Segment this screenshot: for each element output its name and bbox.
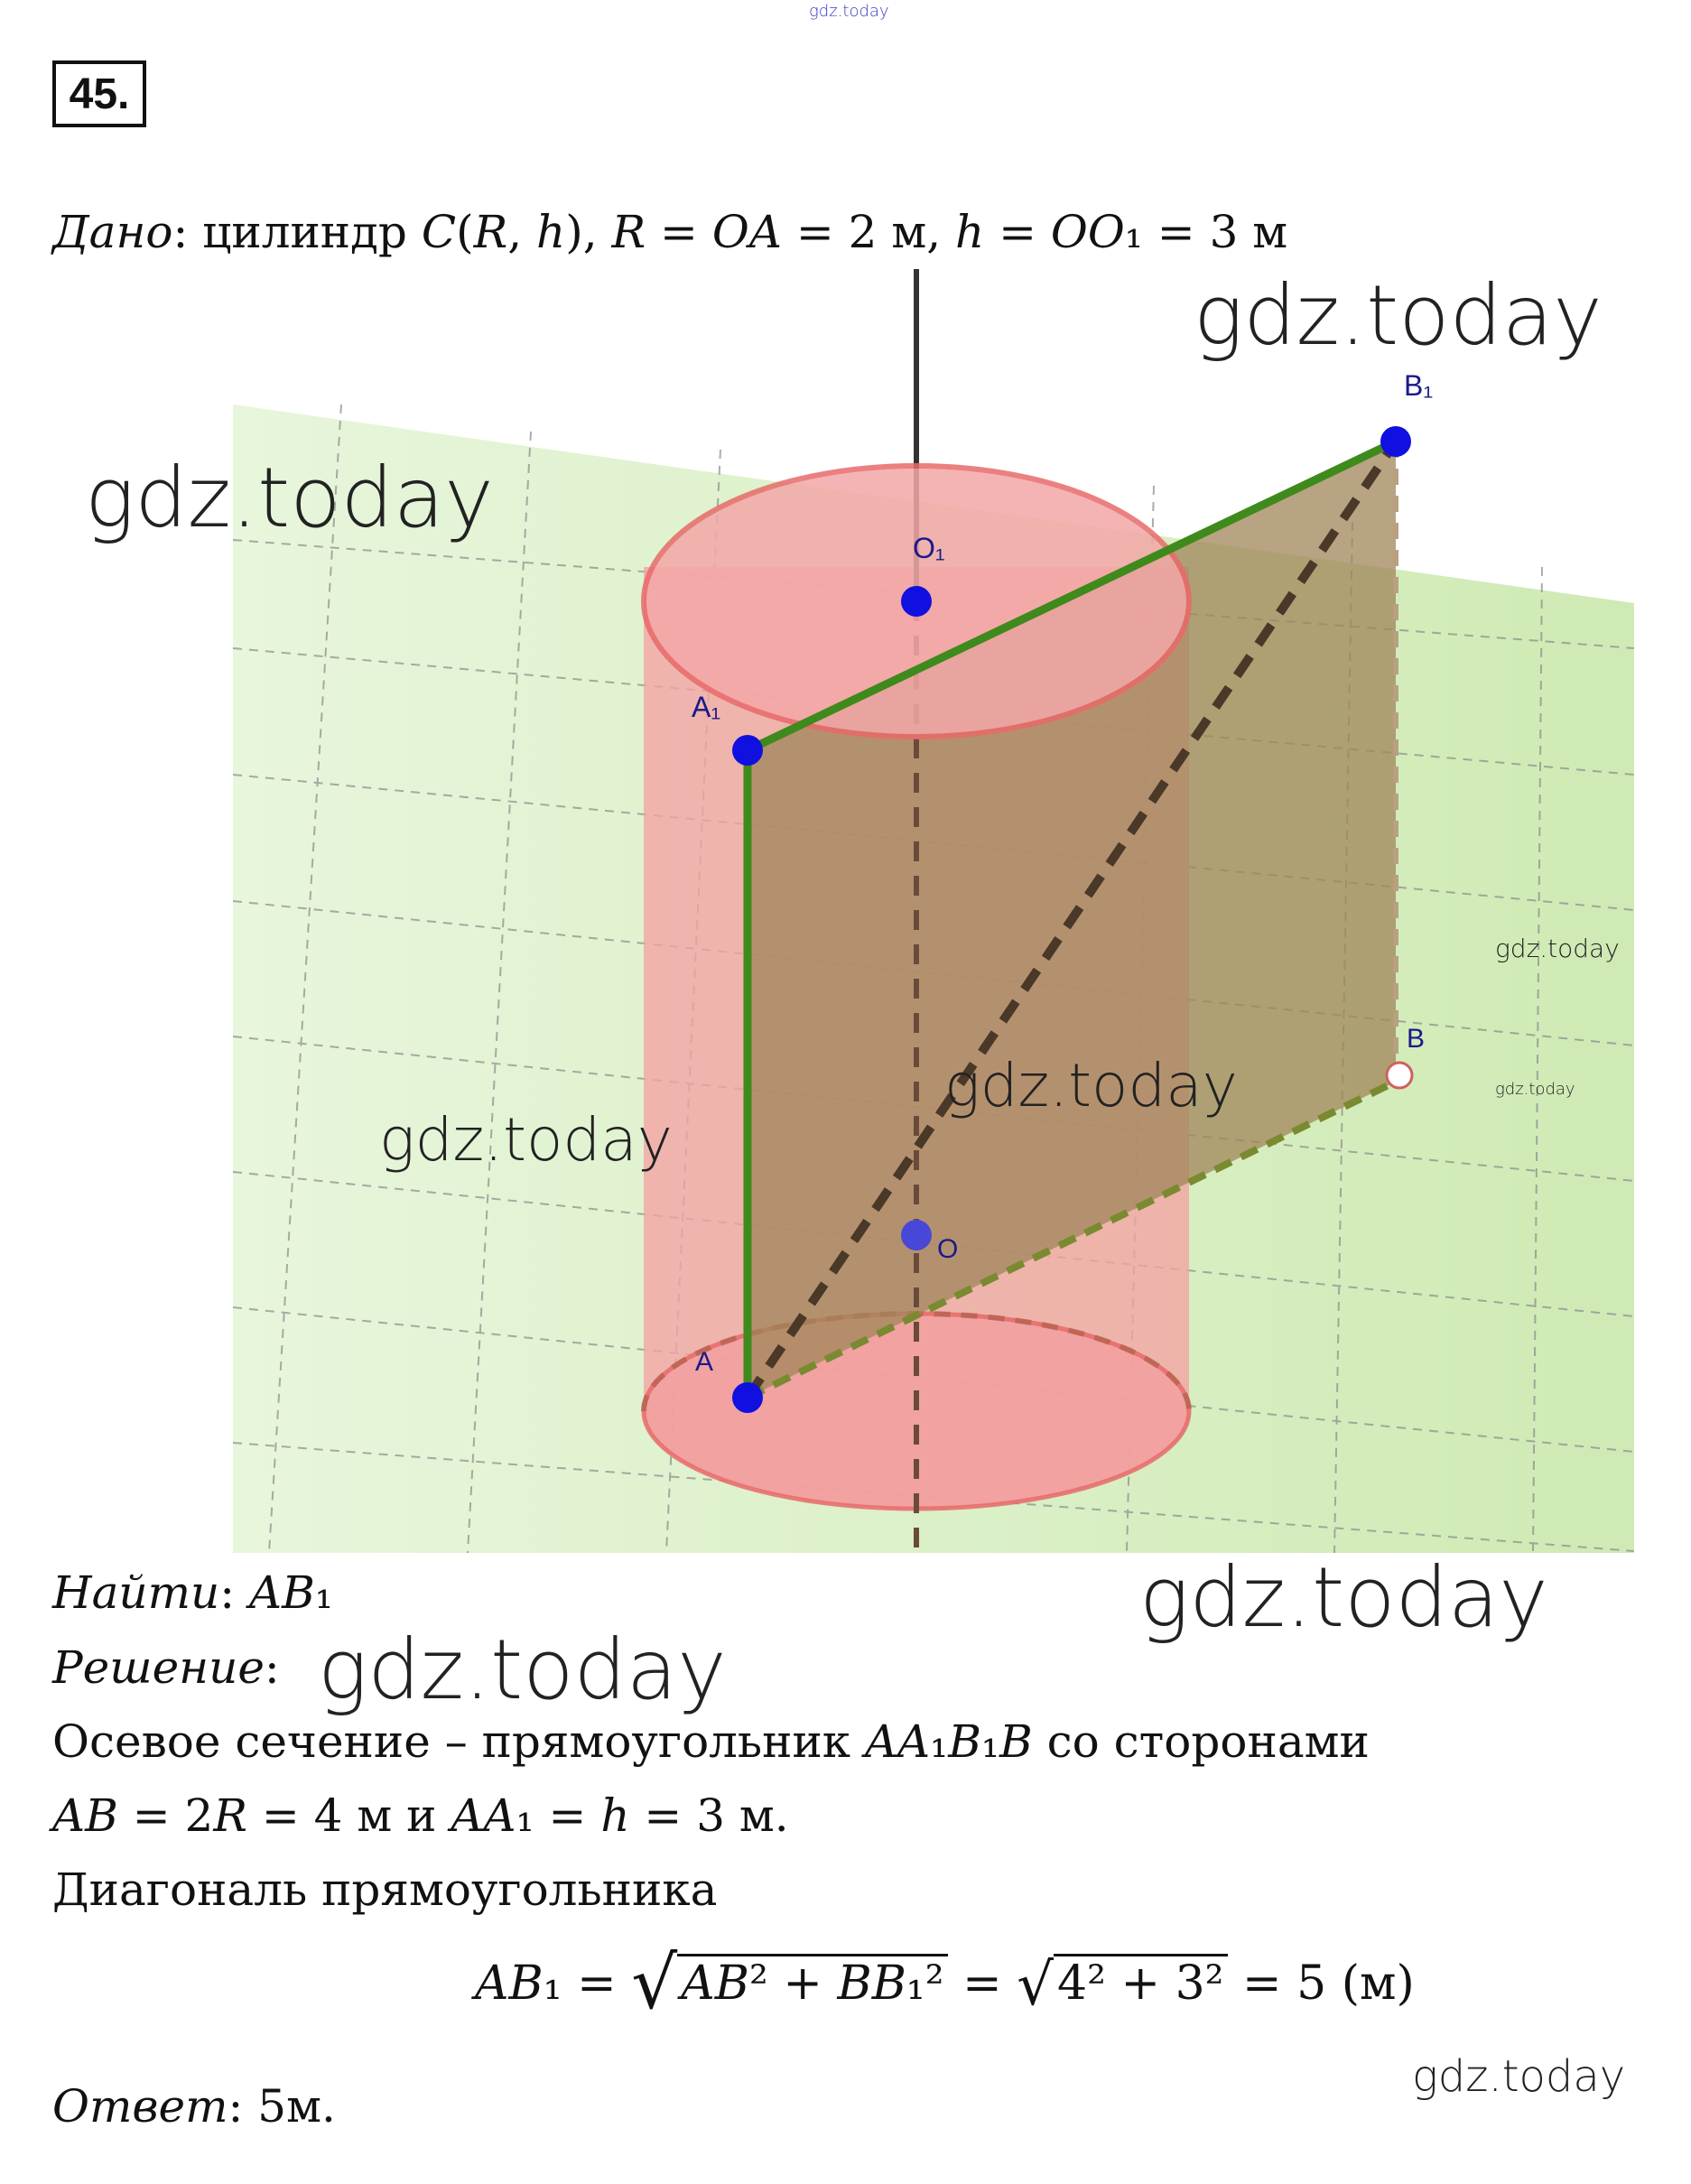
watermark-4: gdz.today	[944, 1051, 1238, 1120]
given-line	[52, 206, 1287, 258]
solution-label-line	[52, 1641, 280, 1694]
answer-label: Ответ	[52, 2080, 228, 2133]
formula	[475, 1941, 1415, 2025]
formula-lhs: 𝐴𝐵₁ =	[475, 1956, 617, 2011]
watermark-7: gdz.today	[1139, 1549, 1548, 1646]
label-A: A	[695, 1347, 714, 1377]
label-B: B	[1407, 1024, 1426, 1054]
label-O1: O₁	[913, 532, 945, 564]
watermark-5: gdz.today	[1495, 1080, 1575, 1099]
point-B1	[1380, 426, 1411, 457]
solution-line-2: 𝐴𝐵 = 2𝑅 = 4 м и 𝐴𝐴₁ = ℎ = 3 м.	[52, 1789, 789, 1842]
watermark-3: gdz.today	[1495, 934, 1620, 963]
point-O1	[901, 586, 932, 617]
solution-line-1: Осевое сечение – прямоугольник 𝐴𝐴₁𝐵₁𝐵 со сторонами	[52, 1715, 1370, 1768]
watermark-top: gdz.today	[809, 2, 889, 21]
answer-text: : 5м.	[228, 2080, 336, 2133]
formula-radicand-1: 𝐴𝐵² + 𝐵𝐵₁²	[677, 1954, 947, 2011]
watermark-1: gdz.today	[1194, 267, 1603, 364]
point-O	[901, 1220, 932, 1250]
point-A	[732, 1382, 763, 1413]
watermark-8: gdz.today	[318, 1622, 727, 1718]
problem-number: 45.	[52, 60, 146, 127]
label-O: O	[937, 1234, 959, 1264]
watermark-2: gdz.today	[85, 450, 494, 546]
label-B1: B₁	[1404, 369, 1434, 402]
find-label: Найти	[52, 1566, 220, 1619]
label-A1: A₁	[692, 691, 721, 723]
formula-radicand-2: 4² + 3²	[1054, 1954, 1228, 2011]
solution-label: Решение	[52, 1641, 265, 1694]
solution-colon: :	[264, 1641, 280, 1694]
watermark-9: gdz.today	[1412, 2051, 1626, 2102]
answer-line	[52, 2080, 336, 2133]
find-line	[52, 1566, 333, 1619]
sqrt-1: √𝐴𝐵² + 𝐵𝐵₁²	[631, 1941, 947, 2025]
find-text: : 𝐴𝐵₁	[219, 1566, 333, 1619]
given-text: : цилиндр 𝐶(𝑅, ℎ), 𝑅 = 𝑂𝐴 = 2 м, ℎ = 𝑂𝑂₁ = 3 м	[172, 206, 1288, 258]
sqrt-2: √4² + 3²	[1017, 1952, 1227, 2019]
point-B	[1387, 1063, 1412, 1088]
given-label: Дано	[52, 206, 173, 258]
solution-line-3: Диагональ прямоугольника	[52, 1863, 718, 1916]
point-A1	[732, 735, 763, 766]
watermark-6: gdz.today	[379, 1105, 673, 1175]
formula-rhs: = 5 (м)	[1242, 1956, 1415, 2011]
formula-equals: =	[962, 1956, 1002, 2011]
